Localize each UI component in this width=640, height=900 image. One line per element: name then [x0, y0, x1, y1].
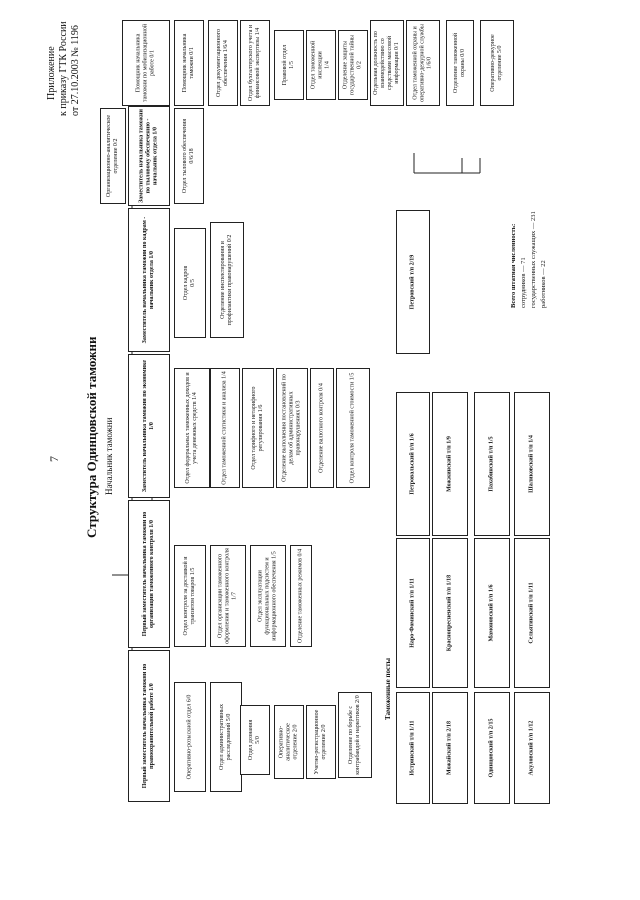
unit-customs-guard: Отделение таможенной охраны 0/0: [446, 20, 474, 106]
unit-customs-regimes: Отделение таможенных режимов 0/4: [290, 545, 312, 647]
post-krasnopresnensky: Краснопресненский т/п 1/18: [432, 538, 468, 688]
unit-security-duty: Отдел таможенной охраны и оперативно-дежурной службы 1/6/0: [406, 20, 440, 106]
unit-hr: Отдел кадров 0/5: [174, 228, 206, 338]
appendix-line-3: от 27.10.2003 № 1196: [70, 25, 81, 116]
post-naro-fominsk: Наро-Фоминский т/п 1/11: [396, 538, 430, 688]
post-mozhaisk: Можайский т/п 2/18: [432, 692, 468, 804]
page-title: Структура Одинцовской таможни: [84, 336, 99, 538]
unit-customs-value: Отдел контроля таможенной стоимости 1/5: [336, 368, 370, 488]
post-istra: Истринский т/п 1/11: [396, 692, 430, 804]
unit-customs-inspection: Отдел таможенной инспекции 1/4: [306, 30, 336, 100]
unit-state-secret: Отделение защиты государственной тайны 0/2: [338, 30, 368, 100]
unit-operative: Оперативно-розыскной отдел 6/0: [174, 682, 206, 792]
deputy-box-1: Первый заместитель начальника таможни по правоохранительной работе 1/0: [128, 650, 170, 802]
unit-inquiry: Отдел дознания 5/0: [240, 705, 270, 775]
unit-duty-desk: Оперативно-дежурное отделение 5/0: [480, 20, 514, 106]
unit-legal: Правовой отдел 1/5: [274, 30, 304, 100]
deputy-box-4: Заместитель начальника таможни по кадрам - начальник отдела 1/0: [128, 208, 170, 352]
post-mozhzhinsky: Можжинский т/п 1/9: [432, 392, 468, 536]
unit-registration: Учетно-регистрационное отделение 2/0: [306, 705, 336, 779]
post-selyatinsky: Сельятинский т/п 1/11: [514, 538, 550, 688]
unit-it-systems: Отдел эксплуатации функциональных подсистем и информационного обеспечения 1/5: [250, 545, 286, 647]
stats-line-1: Всего штатная численность:: [510, 223, 517, 308]
unit-anti-smuggling: Отделение по борьбе с контрабандой и наркотиков 2/0: [338, 692, 372, 778]
deputy-box-3: Заместитель начальника таможни по экономике 1/0: [128, 354, 170, 498]
page-number: 7: [47, 456, 61, 462]
unit-transit-control: Отдел контроля за доставкой и транзитом товаров 1/5: [174, 545, 206, 647]
unit-mobilization: Помощник начальника таможни по мобилизационной работе 0/1: [122, 20, 170, 106]
deputy-box-2: Первый заместитель начальника таможни по организации таможенного контроля 1/0: [128, 500, 170, 648]
unit-accounting: Отдел бухгалтерского учета и финансовой экспертизы 1/4: [240, 20, 270, 106]
post-odintsovo: Одинцовский т/п 2/15: [474, 692, 510, 804]
unit-media-relations: Отдельная должность по взаимодействию со средствами массовой информации 0/1: [370, 20, 404, 106]
stats-line-3: государственных служащих — 231: [530, 211, 537, 308]
unit-admin-offences: Отделение выполнения постановлений по делам об административных правонарушениях 0/3: [276, 368, 308, 488]
head-label: Начальник таможни: [104, 417, 114, 495]
unit-currency-control: Отделение валютного контроля 0/4: [310, 368, 334, 488]
unit-documentation: Отдел документационного обеспечения 1/6/4: [208, 20, 238, 106]
unit-admin-investigations: Отдел административных расследований 5/0: [210, 682, 242, 792]
unit-org-analytics: Организационно-аналитическое отделение 0/2: [100, 108, 126, 204]
unit-federal-revenue: Отдел федеральных таможенных доходов и учета денежных средств 1/4: [174, 368, 210, 488]
unit-logistics: Отдел тылового обеспечения 0/6/18: [174, 108, 204, 204]
stats-line-2: сотрудников — 71: [520, 257, 527, 308]
post-petrovalsky: Петровальский т/п 1/6: [396, 392, 430, 536]
post-akulovsky: Акуловский т/п 1/12: [514, 692, 550, 804]
posts-header: Таможенные посты: [384, 657, 392, 720]
unit-tariff: Отдел тарифного и нетарифного регулирования 1/6: [242, 368, 274, 488]
post-mamonovsky: Мамоновский т/п 1/6: [474, 538, 510, 688]
unit-inspection-prevention: Отделение инспектирования и профилактики правонарушений 0/2: [210, 222, 244, 338]
deputy-box-5: Заместитель начальника таможни по тыловому обеспечению - начальник отдела 1/0: [128, 106, 170, 206]
post-pakhabinsky: Пахабинский т/п 1/5: [474, 392, 510, 536]
stats-line-4: работников — 22: [540, 260, 547, 308]
appendix-line-1: Приложение: [46, 46, 57, 100]
unit-assistant-head: Помощник начальника таможни 0/1: [174, 20, 204, 106]
post-shalikovsky: Шаликовский т/п 1/4: [514, 392, 550, 536]
unit-operational-analysis: Оперативно-аналитическое отделение 2/0: [274, 705, 304, 779]
post-petrovsky: Петровский т/п 2/19: [396, 210, 430, 354]
appendix-line-2: к приказу ГТК России: [58, 21, 69, 116]
unit-customs-clearance: Отдел организации таможенного оформления и таможенного контроля 1/7: [210, 545, 246, 647]
unit-statistics: Отдел таможенной статистики и анализа 1/4: [210, 368, 240, 488]
